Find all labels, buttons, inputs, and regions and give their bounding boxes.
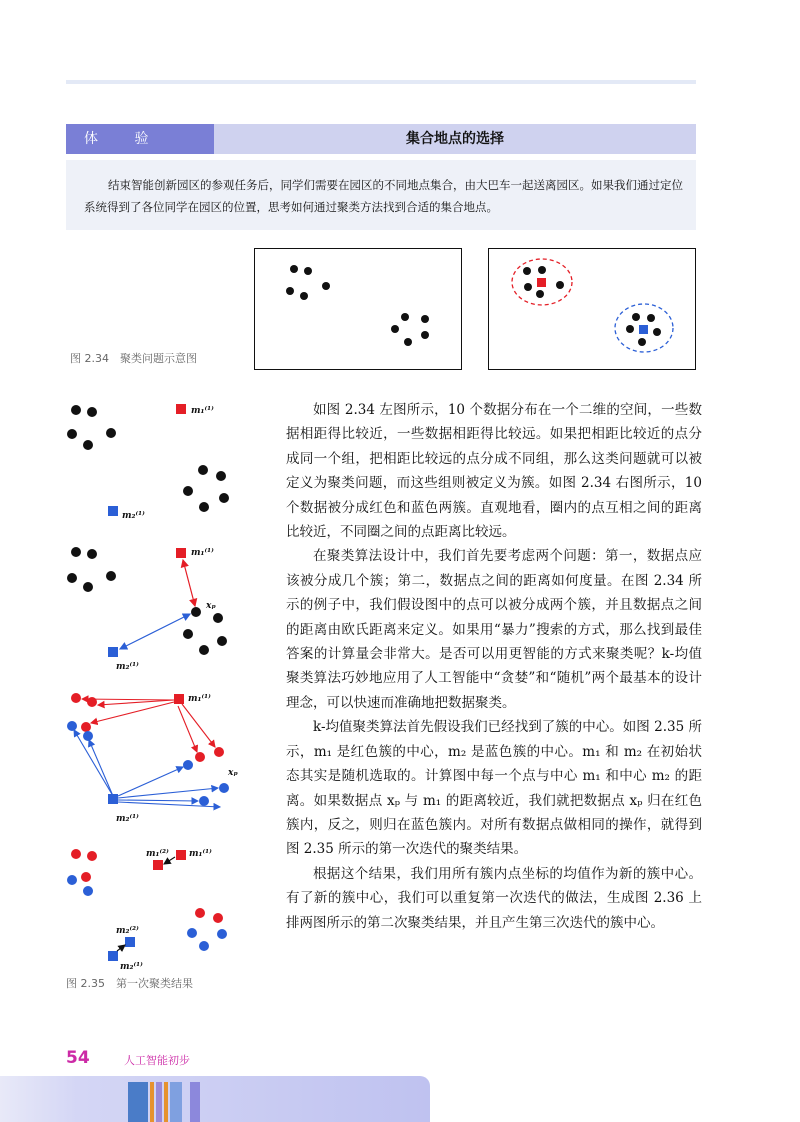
top-rule — [66, 80, 696, 84]
m1-center — [174, 694, 184, 704]
m1-label: m₁⁽¹⁾ — [191, 548, 214, 558]
data-point — [191, 607, 201, 617]
data-point — [106, 428, 116, 438]
figure-2-35-caption: 图 2.35 第一次聚类结果 — [66, 977, 193, 990]
data-point — [67, 573, 77, 583]
m2-label: m₂⁽¹⁾ — [116, 662, 139, 672]
blue-center — [639, 325, 648, 334]
blue-point — [217, 929, 227, 939]
data-point — [523, 267, 531, 275]
data-point — [391, 325, 399, 333]
new-m1-label: m₁⁽²⁾ — [146, 849, 169, 859]
footer-band — [0, 1076, 430, 1122]
red-point — [214, 747, 224, 757]
data-point — [647, 314, 655, 322]
page-number: 54 — [66, 1048, 90, 1068]
figure-2-34-left — [254, 248, 462, 370]
red-point — [87, 851, 97, 861]
data-point — [304, 267, 312, 275]
data-point — [216, 471, 226, 481]
new-m2-label: m₂⁽²⁾ — [116, 926, 139, 936]
red-point — [81, 722, 91, 732]
scatter-plot-clustered — [489, 249, 694, 368]
section-label: 体 验 — [66, 124, 214, 154]
footer-stripe — [170, 1082, 182, 1122]
paragraph-1: 如图 2.34 左图所示，10 个数据分布在一个二维的空间，一些数据相距得比较近，一些数据相距得比较远。如果把相距比较近的点分成同一个组，把相距比较远的点分成不同组，那么这类问题就可以被定义为聚类问题，而这些组则被定义为簇。如图 2.34 右图所示，10 个数据被分成红色和蓝色两簇。直观地看，圈内的点互相之间的距离比较近，不同圈之间的点距离比较远。 — [286, 402, 702, 541]
data-point — [183, 486, 193, 496]
paragraph-4: 根据这个结果，我们用所有簇内点坐标的均值作为新的簇中心。有了新的簇中心，我们可以重复第一次迭代的做法，生成图 2.36 上排两图所示的第二次聚类结果，并且产生第三次迭代的簇中心。 — [286, 865, 702, 931]
data-point — [401, 313, 409, 321]
m2-center — [108, 794, 118, 804]
data-point — [199, 645, 209, 655]
panel-4-red-points — [71, 849, 223, 923]
data-point — [87, 407, 97, 417]
blue-point — [183, 760, 193, 770]
data-point — [106, 571, 116, 581]
m2-center — [108, 506, 118, 516]
data-point — [556, 281, 564, 289]
m2-center — [108, 647, 118, 657]
new-m2-center — [125, 937, 135, 947]
experience-text: 结束智能创新园区的参观任务后，同学们需要在园区的不同地点集合，由大巴车一起送离园区。如果我们通过定位系统得到了各位同学在园区的位置，思考如何通过聚类方法找到合适的集合地点。 — [84, 178, 683, 214]
blue-point — [199, 796, 209, 806]
blue-point — [83, 731, 93, 741]
section-title: 集合地点的选择 — [214, 124, 696, 154]
m1-center — [176, 850, 186, 860]
red-point — [213, 913, 223, 923]
data-point — [219, 493, 229, 503]
blue-point — [83, 886, 93, 896]
data-point — [626, 325, 634, 333]
blue-point — [199, 941, 209, 951]
red-point — [81, 872, 91, 882]
data-point — [199, 502, 209, 512]
data-point — [290, 265, 298, 273]
xp-label: xₚ — [206, 601, 216, 611]
blue-point — [67, 721, 77, 731]
data-point — [71, 547, 81, 557]
m1-label: m₁⁽¹⁾ — [191, 406, 214, 416]
body-text — [286, 398, 702, 935]
m1-label: m₁⁽¹⁾ — [188, 694, 211, 704]
data-point — [83, 582, 93, 592]
data-point — [300, 292, 308, 300]
red-point — [71, 693, 81, 703]
distance-arrow-red — [183, 560, 195, 606]
footer-stripe — [128, 1082, 148, 1122]
xp-label: xₚ — [228, 768, 238, 778]
data-point — [83, 440, 93, 450]
m1-center — [176, 404, 186, 414]
m1-center — [176, 548, 186, 558]
m1-label: m₁⁽¹⁾ — [189, 849, 212, 859]
data-point — [653, 328, 661, 336]
scatter-plot-unclustered — [255, 249, 460, 368]
red-center — [537, 278, 546, 287]
data-point — [536, 290, 544, 298]
data-point — [183, 629, 193, 639]
data-point — [632, 313, 640, 321]
data-point — [286, 287, 294, 295]
distance-arrow-blue — [120, 614, 190, 649]
kmeans-iteration-diagram — [58, 388, 258, 978]
m2-center — [108, 951, 118, 961]
data-point — [67, 429, 77, 439]
data-point — [421, 315, 429, 323]
data-point — [538, 266, 546, 274]
panel-2-points — [67, 547, 227, 655]
figure-2-35 — [58, 388, 258, 978]
footer-stripe — [150, 1082, 154, 1122]
m2-label: m₂⁽¹⁾ — [116, 814, 139, 824]
data-point — [404, 338, 412, 346]
data-point — [87, 549, 97, 559]
data-point — [638, 338, 646, 346]
footer-stripe — [156, 1082, 162, 1122]
center-move-arrow — [117, 945, 125, 951]
blue-point — [187, 928, 197, 938]
red-point — [195, 908, 205, 918]
data-point — [524, 283, 532, 291]
panel-1-points — [67, 405, 229, 512]
paragraph-2: 在聚类算法设计中，我们首先要考虑两个问题：第一，数据点应该被分成几个簇；第二，数据点之间的距离如何度量。在图 2.34 所示的例子中，我们假设图中的点可以被分成两个簇，并且数据点之间的距离由欧氏距离来定义。如果用“暴力”搜索的方式，那么找到最佳答案的计算量会非常大。是否可以用更智能的方式来聚类呢？k-均值聚类算法巧妙地应用了人工智能中“贪婪”和“随机”两个最基本的设计理念，可以快速而准确地把数据聚类。 — [286, 548, 702, 711]
m2-label: m₂⁽¹⁾ — [122, 511, 145, 521]
data-point — [213, 613, 223, 623]
book-title: 人工智能初步 — [124, 1054, 190, 1067]
figure-2-34-right — [488, 248, 696, 370]
blue-point — [219, 783, 229, 793]
red-point — [87, 697, 97, 707]
data-point — [322, 282, 330, 290]
data-point — [217, 636, 227, 646]
data-point — [421, 331, 429, 339]
red-point — [195, 752, 205, 762]
footer-stripe — [190, 1082, 200, 1122]
data-point — [198, 465, 208, 475]
blue-point — [67, 875, 77, 885]
paragraph-3: k-均值聚类算法首先假设我们已经找到了簇的中心。如图 2.35 所示，m₁ 是红色簇的中心，m₂ 是蓝色簇的中心。m₁ 和 m₂ 在初始状态其实是随机选取的。计算图中每一个点与中心 m₁ 和中心 m₂ 的距离。如果数据点 xₚ 与 m₁ 的距离较近，我们就把数据点 xₚ 归在红色簇内，反之，则归在蓝色簇内。对所有数据点做相同的操作，就得到图 2.35 所示的第一次迭代的聚类结果。 — [286, 719, 702, 858]
figure-2-34-caption: 图 2.34 聚类问题示意图 — [70, 352, 197, 365]
m2-label: m₂⁽¹⁾ — [120, 962, 143, 972]
new-m1-center — [153, 860, 163, 870]
footer-stripe — [164, 1082, 168, 1122]
data-point — [71, 405, 81, 415]
red-point — [71, 849, 81, 859]
